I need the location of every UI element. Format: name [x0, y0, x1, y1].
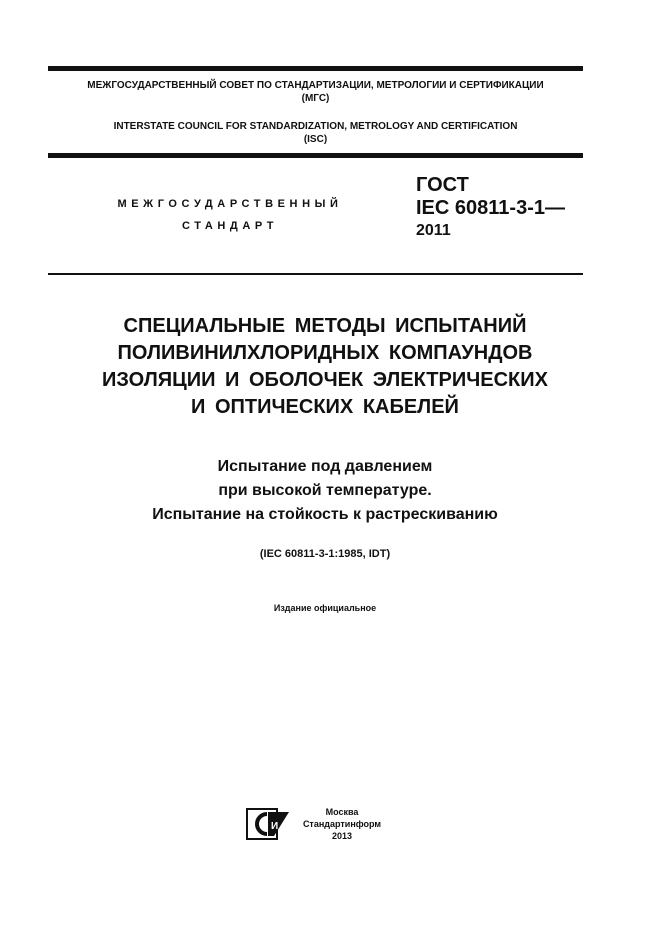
standard-designation — [416, 174, 565, 242]
standard-type-label — [90, 193, 370, 237]
edition-note: Издание официальное — [273, 603, 377, 613]
svg-text:И: И — [271, 821, 279, 832]
title-line: СПЕЦИАЛЬНЫЕ МЕТОДЫ ИСПЫТАНИЙ — [123, 315, 527, 337]
council-ru-name: МЕЖГОСУДАРСТВЕННЫЙ СОВЕТ ПО СТАНДАРТИЗАЦИИ, МЕТРОЛОГИИ И СЕРТИФИКАЦИИ — [87, 80, 544, 91]
publisher-block — [294, 806, 390, 842]
publisher-city: Москва — [325, 807, 359, 817]
designation-prefix: ГОСТ — [416, 174, 469, 196]
title-line: ИЗОЛЯЦИИ И ОБОЛОЧЕК ЭЛЕКТРИЧЕСКИХ — [102, 369, 548, 391]
publisher-name: Стандартинформ — [302, 819, 382, 829]
document-title — [40, 313, 610, 421]
subtitle-line: Испытание на стойкость к растрескиванию — [152, 506, 498, 523]
title-line: ПОЛИВИНИЛХЛОРИДНЫХ КОМПАУНДОВ — [117, 342, 533, 364]
designation-year: 2011 — [416, 222, 451, 239]
document-subtitle — [40, 455, 610, 527]
standartinform-logo-icon — [246, 808, 290, 840]
publisher-year: 2013 — [331, 831, 353, 841]
subtitle-line: при высокой температуре. — [218, 482, 432, 499]
standard-type-line1: МЕЖГОСУДАРСТВЕННЫЙ — [117, 198, 343, 210]
standard-type-line2: СТАНДАРТ — [181, 220, 279, 232]
council-russian — [48, 79, 583, 105]
designation-number: IEC 60811-3-1— — [416, 197, 565, 219]
council-en-name: INTERSTATE COUNCIL FOR STANDARDIZATION, METROLOGY AND CERTIFICATION — [113, 121, 518, 132]
council-english — [48, 120, 583, 146]
middle-rule — [48, 153, 583, 158]
council-en-abbr: (ISC) — [303, 134, 328, 145]
council-ru-abbr: (МГС) — [301, 93, 330, 104]
subtitle-line: Испытание под давлением — [217, 458, 433, 475]
thin-rule — [48, 273, 583, 275]
iec-reference: (IEC 60811-3-1:1985, IDT) — [259, 548, 391, 560]
title-line: И ОПТИЧЕСКИХ КАБЕЛЕЙ — [191, 396, 459, 418]
top-rule — [48, 66, 583, 71]
